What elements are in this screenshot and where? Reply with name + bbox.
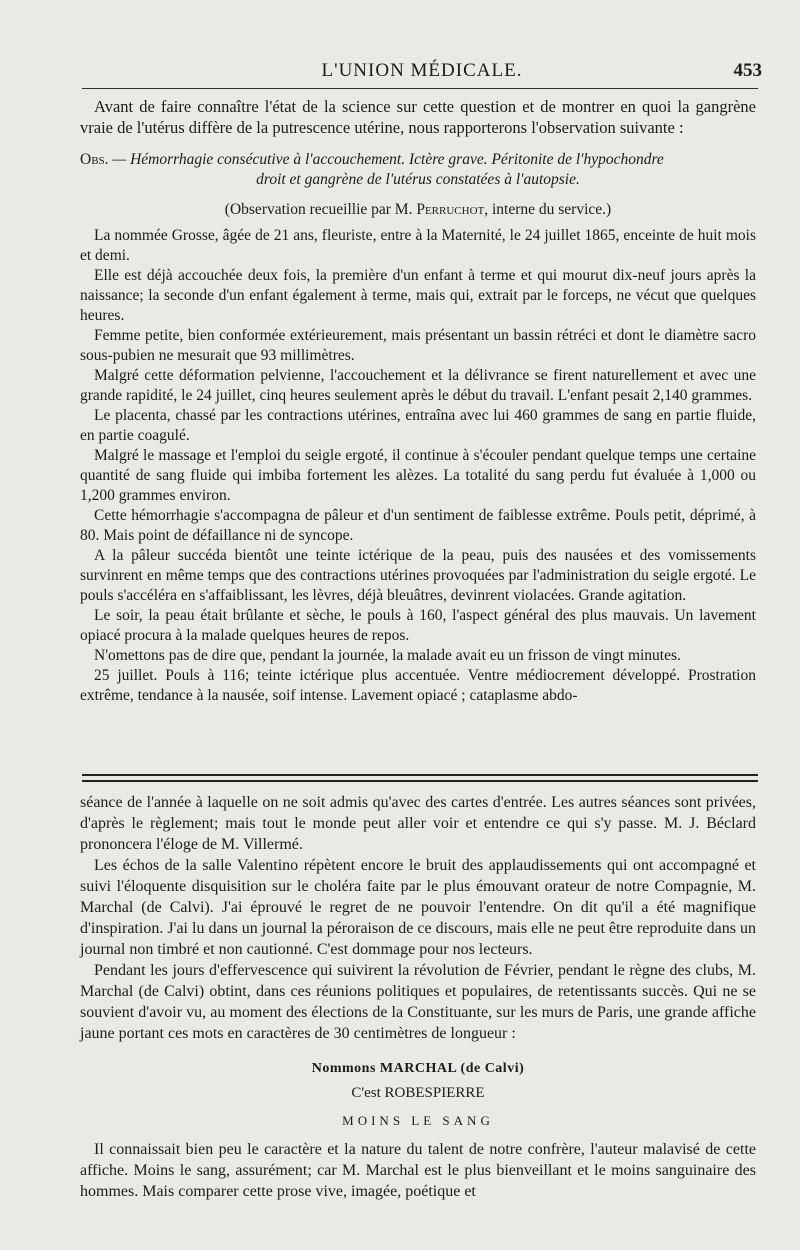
section-divider [82,774,758,782]
feuilleton-paragraph: Pendant les jours d'effervescence qui suivirent la révolution de Février, pendant le règne des clubs, M. Marchal (de Calvi) obtint, dans ces réunions politiques et populaires, de retentissants succès. Qui ne se souvient d'avoir vu, au moment des élections de la Constituante, sur les murs de Paris, une grande affiche jaune portant ces mots en caractères de 30 centimètres de longueur : [80,962,756,1042]
case-paragraph: N'omettons pas de dire que, pendant la journée, la malade avait eu un frisson de vingt minutes. [94,647,681,664]
feuilleton-article [80,792,756,1202]
page-header [82,52,762,86]
closing-paragraph: Il connaissait bien peu le caractère et la nature du talent de notre confrère, l'auteur malavisé de cette affiche. Moins le sang, assurément; car M. Marchal est le plus bienveillant et le moins sanguinaire des hommes. Mais comparer cette prose vive, imagée, poétique et [80,1141,756,1200]
running-title: L'UNION MÉDICALE. [321,60,523,81]
case-paragraph: Malgré cette déformation pelvienne, l'accouchement et la délivrance se firent naturellement et avec une grande rapidité, le 24 juillet, cinq heures seulement après le début du travail. L'enfant pesait 2,140 grammes. [80,367,756,404]
obs-label: Obs. [80,151,109,168]
intro-paragraph: Avant de faire connaître l'état de la science sur cette question et de montrer en quoi la gangrène vraie de l'utérus diffère de la putrescence utérine, nous rapporterons l'observation suivante : [80,97,756,137]
credit-name: Perruchot [416,201,485,218]
feuilleton-paragraph: séance de l'année à laquelle on ne soit admis qu'avec des cartes d'entrée. Les autres séances sont privées, d'après le règlement; mais tout le monde peut aller voir et entendre ce qui s'y passe. M. J. Béclard prononcera l'éloge de M. Villermé. [80,794,756,853]
case-paragraph: Femme petite, bien conformée extérieurement, mais présentant un bassin rétréci et dont le diamètre sacro sous-pubien ne mesurait que 93 millimètres. [80,327,756,364]
case-paragraph: La nommée Grosse, âgée de 21 ans, fleuriste, entre à la Maternité, le 24 juillet 1865, enceinte de huit mois et demi. [80,227,756,264]
case-paragraph: Cette hémorrhagie s'accompagna de pâleur et d'un sentiment de faiblesse extrême. Pouls petit, déprimé, à 80. Mais point de défaillance ni de syncope. [80,507,756,544]
poster-line-2: C'est ROBESPIERRE [351,1085,485,1101]
credit-prefix: (Observation recueillie par M. [224,201,413,218]
obs-title-line2: droit et gangrène de l'utérus constatées à l'autopsie. [256,171,580,188]
case-paragraph: Malgré le massage et l'emploi du seigle ergoté, il continue à s'écouler pendant quelque temps une certaine quantité de sang fluide qui imbiba fortement les alèzes. La totalité du sang perdu fut évaluée à 1,000 ou 1,200 grammes environ. [80,447,756,504]
case-paragraph: Elle est déjà accouchée deux fois, la première d'un enfant à terme et qui mourut dix-neuf jours après la naissance; la seconde d'un enfant également à terme, mais qui, extrait par le forceps, ne vécut que quelques heures. [80,267,756,324]
credit-suffix: , interne du service.) [484,201,612,218]
case-paragraph: Le placenta, chassé par les contractions utérines, entraîna avec lui 460 grammes de sang en partie fluide, en partie coagulé. [80,407,756,444]
header-rule [82,88,758,89]
observation-credit [80,200,756,220]
case-paragraph: Le soir, la peau était brûlante et sèche, le pouls à 160, l'aspect général des plus mauvais. Un lavement opiacé procura à la malade quelques heures de repos. [80,607,756,644]
poster-line-3: MOINS LE SANG [342,1113,494,1128]
observation-article [80,96,756,706]
page-number: 453 [733,60,762,81]
obs-title-line1: — Hémorrhagie consécutive à l'accouchement. Ictère grave. Péritonite de l'hypochondre [112,151,664,168]
observation-heading [80,150,756,190]
case-paragraph: A la pâleur succéda bientôt une teinte ictérique de la peau, puis des nausées et des vomissements survinrent en même temps que des contractions utérines provoquées par l'administration du seigle ergoté. Le pouls s'accéléra en s'affaiblissant, les lèvres, déjà bleuâtres, devinrent violacées. Grande agitation. [80,547,756,604]
poster-line-1: Nommons MARCHAL (de Calvi) [311,1061,525,1076]
case-paragraph: 25 juillet. Pouls à 116; teinte ictérique plus accentuée. Ventre médiocrement développé. Prostration extrême, tendance à la nausée, soif intense. Lavement opiacé ; cataplasme abdo- [80,667,756,704]
feuilleton-paragraph: Les échos de la salle Valentino répètent encore le bruit des applaudissements qui ont accompagné et suivi l'éloquente disquisition sur le choléra faite par le plus émouvant orateur de notre Compagnie, M. Marchal (de Calvi). J'ai éprouvé le regret de ne pouvoir l'entendre. On dit qu'il a été magnifique d'inspiration. J'ai lu dans un journal la péroraison de ce discours, mais elle ne peut être reproduite dans un journal non timbré et non cautionné. C'est dommage pour nos lecteurs. [80,857,756,958]
